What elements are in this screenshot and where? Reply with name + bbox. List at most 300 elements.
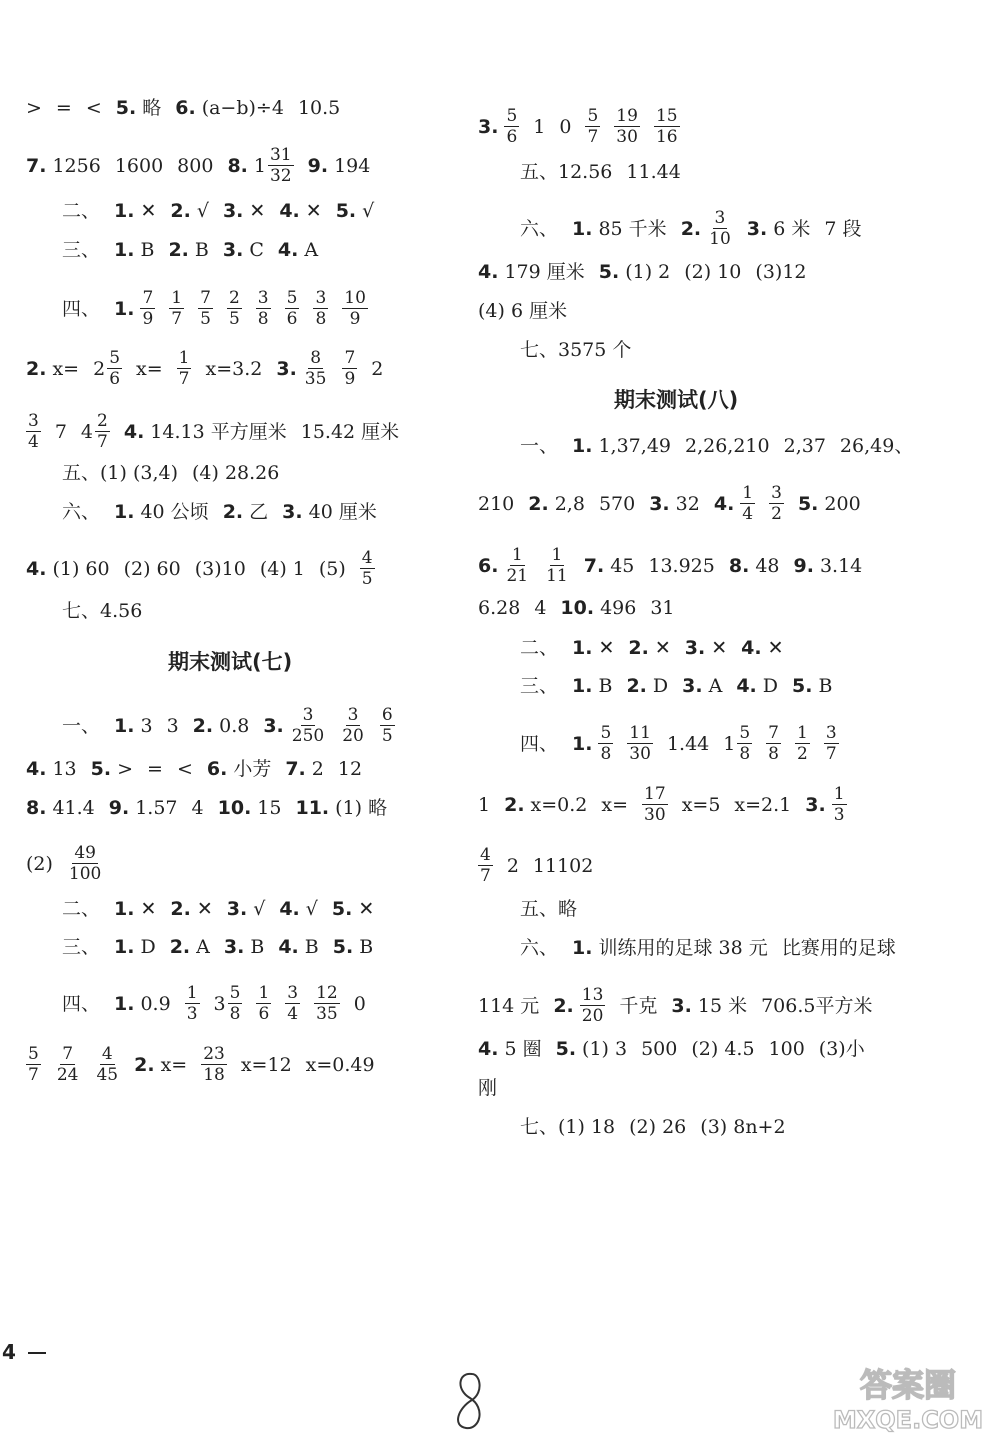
answer-text: B xyxy=(194,239,209,261)
answer-text: 0 xyxy=(353,992,366,1015)
left-column-line xyxy=(62,499,391,524)
fraction xyxy=(290,705,326,746)
right-column-line xyxy=(520,723,853,764)
answer-text: 二、 xyxy=(520,637,559,659)
answer-text: 2 xyxy=(506,854,519,877)
fraction xyxy=(55,1044,81,1085)
answer-text: ✕ xyxy=(305,200,322,222)
right-column-line xyxy=(478,784,861,825)
answer-text: 4 xyxy=(191,797,204,819)
item-number: 2. xyxy=(504,793,525,816)
item-number: 5. xyxy=(90,758,112,780)
item-number: 4. xyxy=(713,492,735,515)
answer-text: 四、 xyxy=(520,732,559,755)
answer-text: A xyxy=(196,936,210,958)
item-number: 2. xyxy=(26,357,47,380)
answer-text: 五、12.56 xyxy=(520,161,613,183)
fraction-denominator: 16 xyxy=(655,127,678,147)
fraction xyxy=(340,705,366,746)
item-number: 3. xyxy=(226,898,248,920)
item-number: 2. xyxy=(553,994,574,1017)
fraction-denominator: 32 xyxy=(269,166,292,186)
left-column-line xyxy=(62,288,382,329)
answer-text: 14.13 平方厘米 xyxy=(150,420,287,443)
fraction-numerator: 5 xyxy=(109,348,121,368)
fraction-numerator: 1 xyxy=(833,784,845,804)
fraction-numerator: 11 xyxy=(629,723,651,743)
fraction-denominator: 8 xyxy=(257,309,269,329)
answer-text: 210 xyxy=(478,492,515,515)
fraction xyxy=(544,545,570,586)
answer-text: 2 xyxy=(311,758,324,780)
fraction-numerator: 7 xyxy=(62,1044,74,1064)
answer-text: 11.44 xyxy=(626,161,681,183)
answer-text: 15 xyxy=(257,797,282,819)
answer-text: 三、 xyxy=(520,675,559,697)
answer-text: 570 xyxy=(598,492,636,515)
fraction xyxy=(185,983,200,1024)
answer-text: 31 xyxy=(650,597,675,619)
item-number: 5. xyxy=(792,675,813,697)
fraction-numerator: 4 xyxy=(480,845,491,865)
item-number: 5. xyxy=(797,492,819,515)
item-number: 1. xyxy=(114,936,135,958)
item-number: 1. xyxy=(572,637,593,659)
item-number: 4. xyxy=(123,420,145,443)
fraction-numerator: 1 xyxy=(551,545,563,565)
answer-text: 706.5平方米 xyxy=(761,994,873,1017)
fraction-numerator: 1 xyxy=(178,348,190,368)
right-column-line xyxy=(478,1075,511,1100)
fraction xyxy=(67,843,103,884)
fraction-numerator: 15 xyxy=(655,106,678,126)
fraction-denominator: 4 xyxy=(287,1004,299,1024)
answer-text: 小芳 xyxy=(233,758,272,780)
answer-text: 10.5 xyxy=(297,97,341,119)
fraction-denominator: 30 xyxy=(616,127,638,147)
answer-text: 7 段 xyxy=(824,217,862,240)
handwritten-mark xyxy=(450,1368,490,1438)
item-number: 4. xyxy=(278,936,299,958)
section-heading-8: 期末测试(八) xyxy=(614,388,739,412)
right-column-line xyxy=(478,1036,879,1061)
answer-text: B xyxy=(304,936,319,958)
answer-text: 11102 xyxy=(532,854,594,877)
right-column-line xyxy=(520,208,876,249)
fraction-numerator: 5 xyxy=(506,106,518,126)
mixed-whole: 4 xyxy=(80,420,94,443)
answer-text: 5 圈 xyxy=(504,1038,542,1060)
answer-text: (4) 28.26 xyxy=(192,462,280,484)
answer-text: 1 xyxy=(533,115,546,138)
item-number: 11. xyxy=(295,797,330,819)
item-number: 6. xyxy=(478,554,499,577)
fraction-denominator: 9 xyxy=(142,309,154,329)
answer-text: D xyxy=(140,936,156,958)
fraction xyxy=(627,723,653,764)
answer-text: ✕ xyxy=(249,200,266,222)
answer-text: 一、 xyxy=(62,714,101,737)
answer-text: 刚 xyxy=(478,1077,498,1099)
answer-text: A xyxy=(708,675,723,697)
fraction xyxy=(228,983,243,1024)
item-number: 3. xyxy=(263,714,284,737)
answer-text: 一、 xyxy=(520,435,559,457)
item-number: 4. xyxy=(279,200,300,222)
answer-text: 40 公顷 xyxy=(140,501,209,523)
answer-text: x= xyxy=(136,357,163,380)
right-column-line xyxy=(478,298,581,323)
answer-text: 32 xyxy=(675,492,700,515)
left-column-line xyxy=(26,348,397,389)
item-number: 2. xyxy=(170,898,191,920)
fraction xyxy=(285,288,300,329)
item-number: 1. xyxy=(572,435,593,457)
fraction-numerator: 3 xyxy=(714,208,726,228)
fraction-numerator: 10 xyxy=(344,288,366,308)
item-number: 1. xyxy=(114,239,135,261)
answer-text: 194 xyxy=(334,154,371,177)
fraction xyxy=(585,106,600,147)
item-number: 2. xyxy=(628,637,649,659)
answer-text: < xyxy=(85,97,102,119)
fraction-numerator: 2 xyxy=(97,411,108,431)
answer-text: 6.28 xyxy=(478,597,521,619)
mixed-number xyxy=(254,145,294,186)
answer-text: B xyxy=(598,675,613,697)
item-number: 1. xyxy=(572,732,593,755)
answer-text: 七、(1) 18 xyxy=(520,1116,616,1138)
item-number: 2. xyxy=(134,1053,155,1076)
fraction-denominator: 7 xyxy=(825,744,837,764)
fraction xyxy=(614,106,640,147)
answer-text: 7 xyxy=(54,420,67,443)
right-column-line xyxy=(520,159,695,184)
fraction-denominator: 5 xyxy=(228,309,240,329)
fraction xyxy=(256,288,271,329)
left-column-line xyxy=(26,411,413,452)
fraction-denominator: 2 xyxy=(797,744,808,764)
fraction-numerator: 1 xyxy=(186,983,198,1003)
item-number: 5. xyxy=(598,261,620,283)
answer-text: 41.4 xyxy=(52,797,95,819)
answer-text: 五、(1) (3,4) xyxy=(62,462,178,484)
fraction-denominator: 6 xyxy=(506,127,518,147)
fraction xyxy=(478,845,493,886)
item-number: 3. xyxy=(223,936,245,958)
fraction-numerator: 7 xyxy=(200,288,211,308)
left-column-line xyxy=(26,843,117,884)
answer-text: 2,37 xyxy=(783,435,826,457)
answer-text: (3) 8n+2 xyxy=(700,1116,786,1138)
fraction-numerator: 5 xyxy=(286,288,298,308)
item-number: 4. xyxy=(277,239,299,261)
item-number: 4. xyxy=(26,758,47,780)
fraction xyxy=(285,983,300,1024)
item-number: 4. xyxy=(478,261,499,283)
fraction-denominator: 11 xyxy=(546,566,568,586)
left-column-line xyxy=(62,598,156,623)
mixed-whole: 2 xyxy=(93,357,106,380)
item-number: 6. xyxy=(175,97,196,119)
answer-text: 496 xyxy=(600,597,637,619)
item-number: 2. xyxy=(680,217,702,240)
fraction-numerator: 23 xyxy=(203,1044,225,1064)
fraction-denominator: 100 xyxy=(68,864,102,884)
item-number: 3. xyxy=(282,501,303,523)
item-number: 3. xyxy=(684,637,706,659)
left-column-line xyxy=(62,934,387,959)
answer-text: 3 xyxy=(140,714,153,737)
fraction-denominator: 2 xyxy=(771,504,782,524)
answer-text: 六、 xyxy=(62,501,101,523)
item-number: 3. xyxy=(746,217,768,240)
item-number: 2. xyxy=(192,714,214,737)
item-number: 9. xyxy=(307,154,329,177)
answer-text: (2) 4.5 xyxy=(691,1038,755,1060)
fraction-denominator: 8 xyxy=(315,309,327,329)
fraction xyxy=(256,983,271,1024)
item-number: 7. xyxy=(285,758,306,780)
answer-text: 15 米 xyxy=(697,994,748,1017)
fraction-numerator: 12 xyxy=(316,983,338,1003)
item-number: 2. xyxy=(170,200,191,222)
right-column-line xyxy=(520,935,910,960)
answer-text: D xyxy=(652,675,669,697)
fraction-denominator: 7 xyxy=(587,127,599,147)
item-number: 8. xyxy=(26,797,47,819)
fraction-denominator: 6 xyxy=(286,309,298,329)
fraction-numerator: 7 xyxy=(142,288,154,308)
left-column-line xyxy=(26,756,376,781)
answer-text: = xyxy=(147,758,163,780)
item-number: 2. xyxy=(168,239,189,261)
fraction-numerator: 1 xyxy=(171,288,183,308)
left-column-line xyxy=(62,983,380,1024)
answer-text: (5) xyxy=(318,557,346,580)
answer-text: B xyxy=(818,675,833,697)
fraction xyxy=(832,784,847,825)
fraction-numerator: 1 xyxy=(742,483,754,503)
fraction xyxy=(313,288,328,329)
right-column-line xyxy=(478,845,607,886)
fraction-numerator: 7 xyxy=(344,348,356,368)
left-column-line xyxy=(26,1044,389,1085)
item-number: 3. xyxy=(222,200,244,222)
fraction xyxy=(107,348,122,389)
fraction xyxy=(268,145,294,186)
item-number: 4. xyxy=(736,675,757,697)
right-column-line xyxy=(478,595,689,620)
fraction-denominator: 5 xyxy=(200,309,211,329)
item-number: 4. xyxy=(279,898,300,920)
answer-text: x=12 xyxy=(240,1053,292,1076)
fraction xyxy=(26,411,41,452)
answer-text: 乙 xyxy=(249,501,269,523)
item-number: 5. xyxy=(331,898,353,920)
item-number: 1. xyxy=(572,217,593,240)
fraction xyxy=(169,288,184,329)
fraction xyxy=(740,483,755,524)
answer-text: 13.925 xyxy=(648,554,715,577)
fraction xyxy=(580,985,606,1026)
answer-text: B xyxy=(250,936,265,958)
answer-text: 六、 xyxy=(520,937,559,959)
answer-text: (2) 10 xyxy=(684,261,742,283)
answer-text: 2,8 xyxy=(554,492,585,515)
fraction xyxy=(360,548,375,589)
fraction-numerator: 1 xyxy=(258,983,270,1003)
answer-text: (1) 60 xyxy=(52,557,110,580)
left-column-line xyxy=(62,237,332,262)
answer-text: 略 xyxy=(142,97,162,119)
fraction xyxy=(654,106,680,147)
item-number: 2. xyxy=(528,492,549,515)
fraction-denominator: 35 xyxy=(316,1004,338,1024)
left-column-line xyxy=(26,145,384,186)
answer-text: 1.57 xyxy=(135,797,178,819)
item-number: 10. xyxy=(560,597,595,619)
item-number: 7. xyxy=(26,154,47,177)
item-number: 8. xyxy=(227,154,248,177)
fraction-numerator: 3 xyxy=(287,983,299,1003)
fraction xyxy=(504,106,519,147)
fraction-numerator: 1 xyxy=(511,545,523,565)
mixed-number xyxy=(81,411,110,452)
mixed-whole: 3 xyxy=(213,992,226,1015)
mixed-whole: 1 xyxy=(253,154,266,177)
item-number: 2. xyxy=(626,675,647,697)
fraction-denominator: 9 xyxy=(349,309,361,329)
right-column-line xyxy=(478,545,876,586)
answer-text: 3.14 xyxy=(819,554,863,577)
item-number: 4. xyxy=(26,557,47,580)
answer-text: x=5 xyxy=(681,793,721,816)
item-number: 1. xyxy=(114,200,135,222)
fraction xyxy=(303,348,329,389)
fraction xyxy=(198,288,213,329)
item-number: 1. xyxy=(572,675,593,697)
fraction xyxy=(380,705,395,746)
answer-text: (a−b)÷4 xyxy=(201,97,284,119)
mixed-number xyxy=(214,983,243,1024)
answer-text: 13 xyxy=(52,758,77,780)
answer-text: √ xyxy=(305,898,318,920)
answer-text: x=3.2 xyxy=(205,357,263,380)
answer-text: x= xyxy=(52,357,80,380)
fraction xyxy=(95,411,110,452)
right-column-line xyxy=(478,985,887,1026)
fraction xyxy=(227,288,242,329)
answer-text: 七、3575 个 xyxy=(520,339,632,361)
fraction-denominator: 8 xyxy=(229,1004,241,1024)
answer-text: (1) 略 xyxy=(335,797,388,819)
fraction-denominator: 8 xyxy=(600,744,612,764)
item-number: 2. xyxy=(222,501,244,523)
answer-text: x= xyxy=(160,1053,188,1076)
item-number: 8. xyxy=(728,554,750,577)
fraction-numerator: 3 xyxy=(257,288,269,308)
answer-text: (2) 60 xyxy=(123,557,181,580)
fraction xyxy=(342,288,368,329)
answer-text: x=0.49 xyxy=(305,1053,375,1076)
answer-text: = xyxy=(55,97,72,119)
fraction xyxy=(707,208,733,249)
answer-text: √ xyxy=(362,200,375,222)
answer-text: 训练用的足球 38 元 xyxy=(598,937,768,959)
fraction-numerator: 6 xyxy=(381,705,393,725)
item-number: 7. xyxy=(583,554,605,577)
fraction xyxy=(342,348,357,389)
fraction-denominator: 3 xyxy=(186,1004,198,1024)
answer-text: ✕ xyxy=(140,898,157,920)
answer-text: 比赛用的足球 xyxy=(781,937,896,959)
fraction-denominator: 20 xyxy=(581,1006,604,1026)
fraction-numerator: 4 xyxy=(361,548,373,568)
fraction-denominator: 8 xyxy=(768,744,779,764)
fraction-denominator: 7 xyxy=(480,866,491,886)
item-number: 5. xyxy=(115,97,137,119)
fraction-numerator: 7 xyxy=(768,723,779,743)
fraction-denominator: 18 xyxy=(203,1065,225,1085)
item-number: 4. xyxy=(741,637,762,659)
fraction xyxy=(795,723,810,764)
answer-text: 40 厘米 xyxy=(308,501,377,523)
answer-text: 0.8 xyxy=(219,714,250,737)
answer-text: (2) 26 xyxy=(629,1116,687,1138)
answer-text: 二、 xyxy=(62,898,101,920)
item-number: 1. xyxy=(572,937,593,959)
fraction-numerator: 5 xyxy=(229,983,241,1003)
fraction-numerator: 3 xyxy=(771,483,782,503)
answer-text: 1,37,49 xyxy=(598,435,671,457)
mixed-whole: 1 xyxy=(723,732,736,755)
item-number: 5. xyxy=(335,200,357,222)
fraction xyxy=(769,483,784,524)
answer-text: (1) 2 xyxy=(625,261,671,283)
fraction-numerator: 1 xyxy=(797,723,808,743)
right-column-line xyxy=(478,259,821,284)
answer-text: 2 xyxy=(371,357,384,380)
answer-text: 2,26,210 xyxy=(685,435,770,457)
fraction-denominator: 6 xyxy=(258,1004,270,1024)
answer-text: ✕ xyxy=(711,637,728,659)
answer-text: 二、 xyxy=(62,200,101,222)
answer-text: ✕ xyxy=(358,898,375,920)
answer-text: > xyxy=(26,97,42,119)
item-number: 1. xyxy=(114,501,135,523)
answer-text: 六、 xyxy=(520,217,559,240)
answer-text: A xyxy=(304,239,319,261)
fraction xyxy=(598,723,613,764)
answer-text: (3)12 xyxy=(755,261,807,283)
fraction-numerator: 3 xyxy=(347,705,359,725)
item-number: 1. xyxy=(114,898,135,920)
fraction-numerator: 17 xyxy=(644,784,666,804)
answer-text: (3)小 xyxy=(818,1038,865,1060)
right-column-line xyxy=(520,673,846,698)
answer-text: 200 xyxy=(824,492,861,515)
left-column-line xyxy=(26,95,354,120)
answer-text: B xyxy=(140,239,155,261)
fraction xyxy=(642,784,668,825)
fraction-numerator: 3 xyxy=(825,723,837,743)
answer-text: 26,49、 xyxy=(839,435,914,457)
fraction-numerator: 3 xyxy=(302,705,314,725)
item-number: 1. xyxy=(114,297,135,320)
answer-text: x=2.1 xyxy=(734,793,792,816)
fraction-numerator: 5 xyxy=(28,1044,39,1064)
